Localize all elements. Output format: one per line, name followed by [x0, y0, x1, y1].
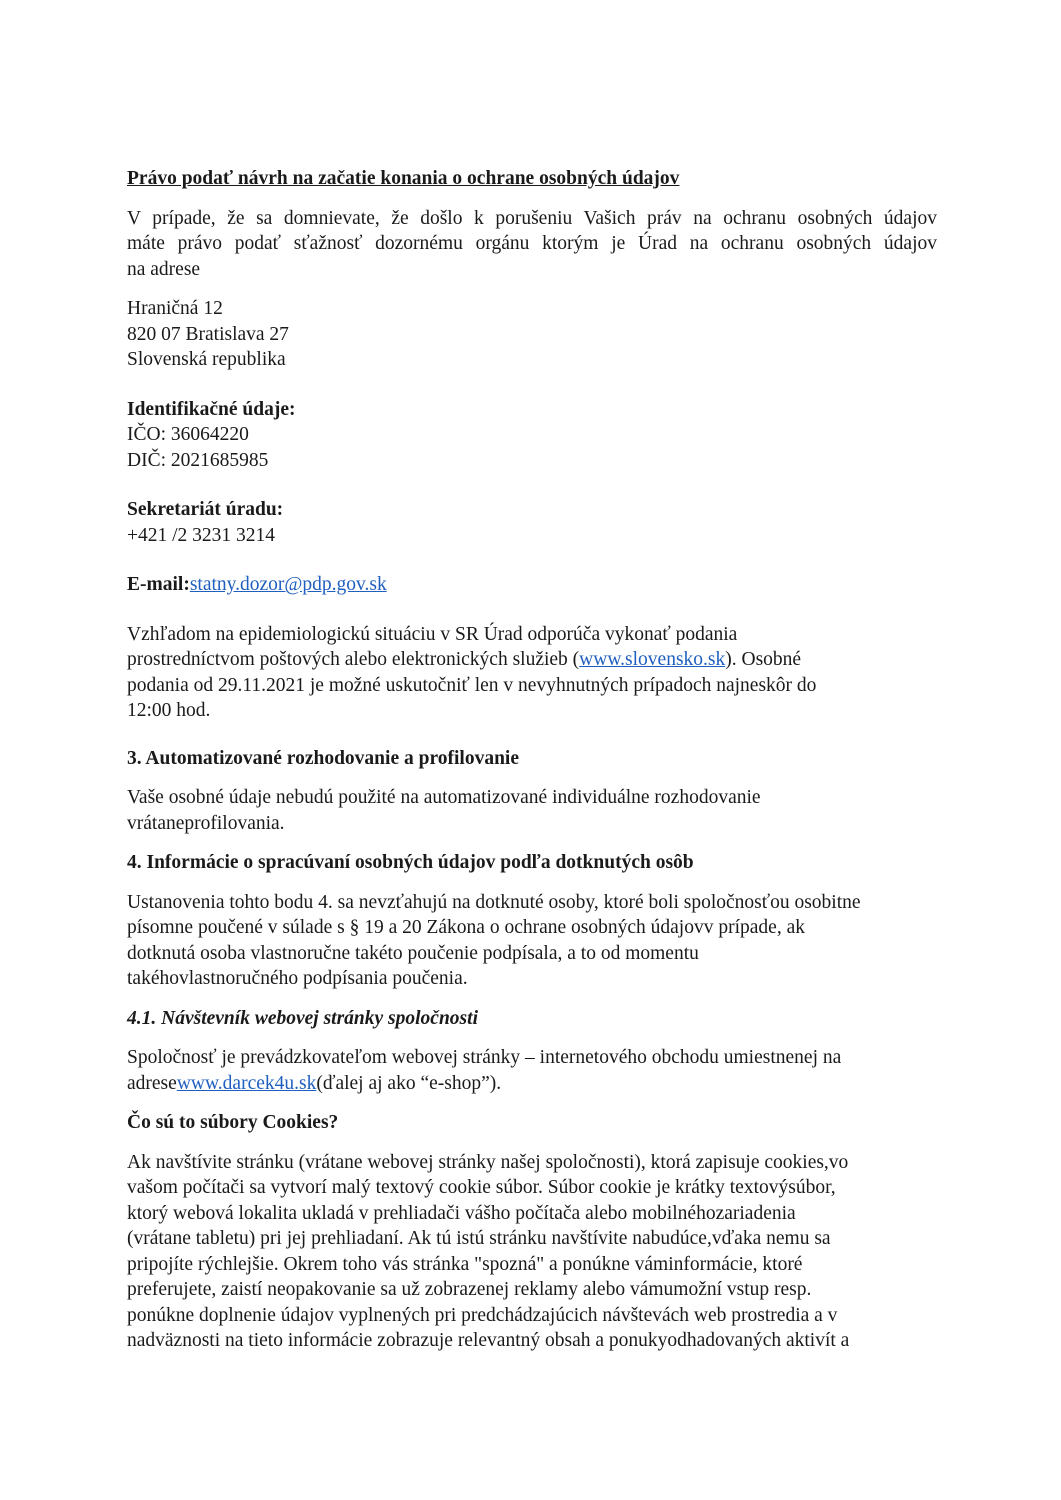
cookies-line: ponúkne doplnenie údajov vyplnených pri predchádzajúcich návštevách web prostredia a v	[127, 1304, 838, 1326]
complaint-heading: Právo podať návrh na začatie konania o ochrane osobných údajov	[127, 168, 680, 189]
section3-paragraph	[127, 785, 937, 836]
secretariat-block	[127, 497, 937, 548]
complaint-line: máte právo podať sťažnosť dozornému orgánu ktorým je Úrad na ochranu osobných údajov	[127, 233, 937, 254]
ident-dic: DIČ: 2021685985	[127, 449, 269, 471]
darcek4u-link[interactable]: www.darcek4u.sk	[176, 1072, 317, 1094]
epidemic-paragraph	[127, 622, 937, 724]
epidemic-line: Vzhľadom na epidemiologickú situáciu v SR Úrad odporúča vykonať podania	[127, 623, 738, 645]
section4-line: dotknutá osoba vlastnoručne takéto poučenie podpísala, a to od momentu	[127, 942, 699, 964]
cookies-line: nadväznosti na tieto informácie zobrazuje relevantný obsah a ponukyodhadovaných aktivít a	[127, 1330, 850, 1351]
secretariat-phone: +421 /2 3231 3214	[127, 524, 276, 546]
cookies-line: pripojíte rýchlejšie. Okrem toho vás stránka "spozná" a ponúkne váminformácie, ktoré	[127, 1253, 803, 1275]
section41-line: adrese	[127, 1072, 177, 1094]
ident-block	[127, 397, 937, 474]
epidemic-line: 12:00 hod.	[127, 700, 211, 721]
cookies-paragraph	[127, 1150, 937, 1354]
section4-paragraph	[127, 890, 937, 992]
cookies-line: vašom počítači sa vytvorí malý textový cookie súbor. Súbor cookie je krátky textovýsúbor,	[127, 1177, 836, 1198]
section41-line: Spoločnosť je prevádzkovateľom webovej stránky – internetového obchodu umiestnenej na	[127, 1047, 842, 1068]
slovensko-link[interactable]: www.slovensko.sk	[579, 649, 726, 670]
section4-line: takéhovlastnoručného podpísania poučenia.	[127, 968, 468, 989]
email-block	[127, 572, 937, 598]
section3-line: vrátaneprofilovania.	[127, 812, 285, 834]
section4-line: Ustanovenia tohto bodu 4. sa nevzťahujú na dotknuté osoby, ktoré boli spoločnosťou osobitne	[127, 891, 861, 913]
section4-line: písomne poučené v súlade s § 19 a 20 Zákona o ochrane osobných údajovv prípade, ak	[127, 917, 805, 938]
address-city: 820 07 Bratislava 27	[127, 323, 289, 345]
ident-ico: IČO: 36064220	[127, 424, 249, 445]
ident-label: Identifikačné údaje:	[127, 398, 296, 420]
epidemic-line: prostredníctvom poštových alebo elektronických služieb (	[127, 649, 580, 670]
section41-line: (ďalej aj ako “e-shop”).	[316, 1072, 502, 1094]
email-link[interactable]: statny.dozor@pdp.gov.sk	[189, 574, 387, 595]
complaint-line: V prípade, že sa domnievate, že došlo k porušeniu Vašich práv na ochranu osobných údajov	[127, 207, 937, 229]
section41-paragraph	[127, 1045, 937, 1096]
complaint-paragraph	[127, 206, 937, 283]
document-body	[127, 166, 937, 1354]
section41-heading: 4.1. Návštevník webovej stránky spoločnosti	[127, 1007, 478, 1029]
epidemic-line: podania od 29.11.2021 je možné uskutočniť len v nevyhnutných prípadoch najneskôr do	[127, 674, 817, 696]
cookies-line: (vrátane tabletu) pri jej prehliadaní. Ak tú istú stránku navštívite nabudúce,vďaka nemu sa	[127, 1228, 831, 1249]
address-country: Slovenská republika	[127, 349, 286, 370]
section3-line: Vaše osobné údaje nebudú použité na automatizované individuálne rozhodovanie	[127, 787, 761, 808]
address-block	[127, 296, 937, 373]
email-label: E-mail:	[127, 574, 190, 595]
cookies-line: ktorý webová lokalita ukladá v prehliadači vášho počítača alebo mobilnéhozariadenia	[127, 1202, 796, 1224]
cookies-line: preferujete, zaistí neopakovanie sa už zobrazenej reklamy alebo vámumožní vstup resp.	[127, 1279, 812, 1300]
cookies-heading: Čo sú to súbory Cookies?	[127, 1112, 339, 1133]
complaint-line: na adrese	[127, 258, 201, 280]
section3-heading: 3. Automatizované rozhodovanie a profilovanie	[127, 747, 519, 769]
cookies-line: Ak navštívite stránku (vrátane webovej stránky našej spoločnosti), ktorá zapisuje cookies,vo	[127, 1151, 849, 1173]
address-street: Hraničná 12	[127, 298, 223, 319]
secretariat-label: Sekretariát úradu:	[127, 499, 284, 520]
section4-heading: 4. Informácie o spracúvaní osobných údajov podľa dotknutých osôb	[127, 852, 694, 873]
epidemic-line: ). Osobné	[725, 649, 802, 670]
